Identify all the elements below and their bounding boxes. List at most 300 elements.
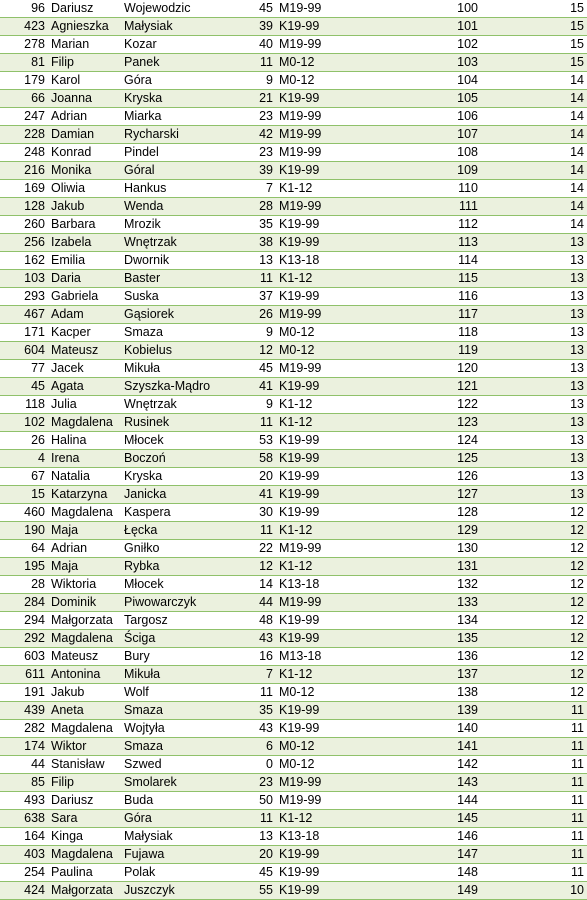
- age-cell: 45: [251, 360, 276, 378]
- table-row: [0, 324, 587, 342]
- category-cell: K1-12: [276, 666, 346, 684]
- last-name-cell: Kryska: [121, 90, 251, 108]
- table-row: [0, 252, 587, 270]
- category-cell: M19-99: [276, 792, 346, 810]
- first-name-cell: Natalia: [48, 468, 121, 486]
- start-number-cell: 293: [0, 288, 48, 306]
- table-row: [0, 882, 587, 900]
- last-name-cell: Suska: [121, 288, 251, 306]
- first-name-cell: Joanna: [48, 90, 121, 108]
- start-number-cell: 103: [0, 270, 48, 288]
- place-cell: 124: [346, 432, 481, 450]
- table-row: [0, 846, 587, 864]
- start-number-cell: 15: [0, 486, 48, 504]
- last-name-cell: Targosz: [121, 612, 251, 630]
- last-name-cell: Pindel: [121, 144, 251, 162]
- age-cell: 45: [251, 864, 276, 882]
- age-cell: 13: [251, 252, 276, 270]
- age-cell: 16: [251, 648, 276, 666]
- place-cell: 149: [346, 882, 481, 900]
- start-number-cell: 467: [0, 306, 48, 324]
- age-cell: 20: [251, 468, 276, 486]
- first-name-cell: Monika: [48, 162, 121, 180]
- last-name-cell: Fujawa: [121, 846, 251, 864]
- score-cell: 12: [481, 648, 587, 666]
- score-cell: 11: [481, 846, 587, 864]
- place-cell: 125: [346, 450, 481, 468]
- score-cell: 13: [481, 378, 587, 396]
- first-name-cell: Agata: [48, 378, 121, 396]
- start-number-cell: 603: [0, 648, 48, 666]
- last-name-cell: Polak: [121, 864, 251, 882]
- age-cell: 12: [251, 558, 276, 576]
- place-cell: 144: [346, 792, 481, 810]
- category-cell: K19-99: [276, 90, 346, 108]
- table-row: [0, 36, 587, 54]
- first-name-cell: Filip: [48, 774, 121, 792]
- place-cell: 137: [346, 666, 481, 684]
- table-row: [0, 90, 587, 108]
- table-row: [0, 288, 587, 306]
- category-cell: M0-12: [276, 756, 346, 774]
- first-name-cell: Wiktoria: [48, 576, 121, 594]
- last-name-cell: Wolf: [121, 684, 251, 702]
- first-name-cell: Dariusz: [48, 792, 121, 810]
- first-name-cell: Magdalena: [48, 846, 121, 864]
- place-cell: 141: [346, 738, 481, 756]
- start-number-cell: 191: [0, 684, 48, 702]
- score-cell: 11: [481, 792, 587, 810]
- table-row: [0, 612, 587, 630]
- score-cell: 13: [481, 414, 587, 432]
- first-name-cell: Maja: [48, 522, 121, 540]
- score-cell: 12: [481, 522, 587, 540]
- score-cell: 12: [481, 594, 587, 612]
- category-cell: M0-12: [276, 72, 346, 90]
- age-cell: 53: [251, 432, 276, 450]
- place-cell: 147: [346, 846, 481, 864]
- first-name-cell: Kacper: [48, 324, 121, 342]
- table-row: [0, 630, 587, 648]
- table-row: [0, 450, 587, 468]
- category-cell: M19-99: [276, 198, 346, 216]
- score-cell: 13: [481, 432, 587, 450]
- score-cell: 13: [481, 360, 587, 378]
- age-cell: 11: [251, 414, 276, 432]
- age-cell: 23: [251, 108, 276, 126]
- score-cell: 15: [481, 18, 587, 36]
- start-number-cell: 292: [0, 630, 48, 648]
- start-number-cell: 162: [0, 252, 48, 270]
- table-row: [0, 594, 587, 612]
- last-name-cell: Wojewodzic: [121, 0, 251, 18]
- category-cell: K1-12: [276, 270, 346, 288]
- start-number-cell: 423: [0, 18, 48, 36]
- category-cell: K1-12: [276, 810, 346, 828]
- first-name-cell: Antonina: [48, 666, 121, 684]
- first-name-cell: Jacek: [48, 360, 121, 378]
- place-cell: 119: [346, 342, 481, 360]
- place-cell: 130: [346, 540, 481, 558]
- place-cell: 146: [346, 828, 481, 846]
- first-name-cell: Adrian: [48, 540, 121, 558]
- place-cell: 129: [346, 522, 481, 540]
- start-number-cell: 611: [0, 666, 48, 684]
- age-cell: 6: [251, 738, 276, 756]
- category-cell: M19-99: [276, 36, 346, 54]
- score-cell: 12: [481, 684, 587, 702]
- place-cell: 107: [346, 126, 481, 144]
- score-cell: 12: [481, 666, 587, 684]
- last-name-cell: Kozar: [121, 36, 251, 54]
- last-name-cell: Szwed: [121, 756, 251, 774]
- score-cell: 12: [481, 540, 587, 558]
- table-row: [0, 360, 587, 378]
- category-cell: K19-99: [276, 18, 346, 36]
- category-cell: K19-99: [276, 432, 346, 450]
- start-number-cell: 493: [0, 792, 48, 810]
- last-name-cell: Baster: [121, 270, 251, 288]
- last-name-cell: Bury: [121, 648, 251, 666]
- score-cell: 14: [481, 216, 587, 234]
- age-cell: 12: [251, 342, 276, 360]
- first-name-cell: Agnieszka: [48, 18, 121, 36]
- place-cell: 103: [346, 54, 481, 72]
- score-cell: 13: [481, 486, 587, 504]
- last-name-cell: Szyszka-Mądro: [121, 378, 251, 396]
- last-name-cell: Rycharski: [121, 126, 251, 144]
- start-number-cell: 77: [0, 360, 48, 378]
- category-cell: K1-12: [276, 558, 346, 576]
- place-cell: 113: [346, 234, 481, 252]
- score-cell: 11: [481, 756, 587, 774]
- first-name-cell: Damian: [48, 126, 121, 144]
- score-cell: 13: [481, 234, 587, 252]
- start-number-cell: 260: [0, 216, 48, 234]
- score-cell: 15: [481, 36, 587, 54]
- first-name-cell: Mateusz: [48, 342, 121, 360]
- first-name-cell: Daria: [48, 270, 121, 288]
- score-cell: 13: [481, 306, 587, 324]
- age-cell: 9: [251, 396, 276, 414]
- first-name-cell: Magdalena: [48, 414, 121, 432]
- table-row: [0, 720, 587, 738]
- place-cell: 138: [346, 684, 481, 702]
- age-cell: 44: [251, 594, 276, 612]
- score-cell: 11: [481, 810, 587, 828]
- start-number-cell: 128: [0, 198, 48, 216]
- score-cell: 12: [481, 504, 587, 522]
- first-name-cell: Wiktor: [48, 738, 121, 756]
- last-name-cell: Wnętrzak: [121, 234, 251, 252]
- first-name-cell: Konrad: [48, 144, 121, 162]
- age-cell: 9: [251, 72, 276, 90]
- table-row: [0, 828, 587, 846]
- score-cell: 15: [481, 0, 587, 18]
- start-number-cell: 195: [0, 558, 48, 576]
- start-number-cell: 4: [0, 450, 48, 468]
- table-row: [0, 198, 587, 216]
- age-cell: 41: [251, 378, 276, 396]
- place-cell: 143: [346, 774, 481, 792]
- category-cell: K19-99: [276, 288, 346, 306]
- last-name-cell: Rybka: [121, 558, 251, 576]
- place-cell: 128: [346, 504, 481, 522]
- start-number-cell: 248: [0, 144, 48, 162]
- place-cell: 134: [346, 612, 481, 630]
- last-name-cell: Hankus: [121, 180, 251, 198]
- category-cell: M19-99: [276, 774, 346, 792]
- place-cell: 115: [346, 270, 481, 288]
- score-cell: 12: [481, 576, 587, 594]
- first-name-cell: Magdalena: [48, 504, 121, 522]
- age-cell: 11: [251, 522, 276, 540]
- table-row: [0, 432, 587, 450]
- table-row: [0, 684, 587, 702]
- place-cell: 135: [346, 630, 481, 648]
- table-row: [0, 468, 587, 486]
- last-name-cell: Łęcka: [121, 522, 251, 540]
- category-cell: K19-99: [276, 486, 346, 504]
- first-name-cell: Julia: [48, 396, 121, 414]
- start-number-cell: 28: [0, 576, 48, 594]
- table-row: [0, 774, 587, 792]
- table-row: [0, 72, 587, 90]
- age-cell: 37: [251, 288, 276, 306]
- category-cell: K19-99: [276, 864, 346, 882]
- category-cell: K1-12: [276, 414, 346, 432]
- start-number-cell: 638: [0, 810, 48, 828]
- table-row: [0, 702, 587, 720]
- last-name-cell: Góral: [121, 162, 251, 180]
- first-name-cell: Emilia: [48, 252, 121, 270]
- table-row: [0, 18, 587, 36]
- last-name-cell: Góra: [121, 72, 251, 90]
- category-cell: K19-99: [276, 468, 346, 486]
- category-cell: K13-18: [276, 828, 346, 846]
- last-name-cell: Kaspera: [121, 504, 251, 522]
- place-cell: 117: [346, 306, 481, 324]
- first-name-cell: Aneta: [48, 702, 121, 720]
- first-name-cell: Małgorzata: [48, 612, 121, 630]
- age-cell: 39: [251, 18, 276, 36]
- table-row: [0, 162, 587, 180]
- table-row: [0, 648, 587, 666]
- first-name-cell: Dominik: [48, 594, 121, 612]
- score-cell: 15: [481, 54, 587, 72]
- age-cell: 14: [251, 576, 276, 594]
- start-number-cell: 44: [0, 756, 48, 774]
- start-number-cell: 247: [0, 108, 48, 126]
- age-cell: 38: [251, 234, 276, 252]
- score-cell: 14: [481, 126, 587, 144]
- last-name-cell: Rusinek: [121, 414, 251, 432]
- table-row: [0, 306, 587, 324]
- last-name-cell: Boczoń: [121, 450, 251, 468]
- age-cell: 55: [251, 882, 276, 900]
- score-cell: 11: [481, 864, 587, 882]
- place-cell: 136: [346, 648, 481, 666]
- first-name-cell: Barbara: [48, 216, 121, 234]
- table-row: [0, 558, 587, 576]
- age-cell: 39: [251, 162, 276, 180]
- first-name-cell: Oliwia: [48, 180, 121, 198]
- age-cell: 9: [251, 324, 276, 342]
- score-cell: 11: [481, 828, 587, 846]
- table-row: [0, 540, 587, 558]
- age-cell: 11: [251, 684, 276, 702]
- age-cell: 42: [251, 126, 276, 144]
- table-row: [0, 414, 587, 432]
- score-cell: 10: [481, 882, 587, 900]
- place-cell: 116: [346, 288, 481, 306]
- place-cell: 142: [346, 756, 481, 774]
- score-cell: 11: [481, 702, 587, 720]
- last-name-cell: Mikuła: [121, 666, 251, 684]
- score-cell: 14: [481, 108, 587, 126]
- table-row: [0, 378, 587, 396]
- age-cell: 23: [251, 144, 276, 162]
- table-row: [0, 738, 587, 756]
- start-number-cell: 102: [0, 414, 48, 432]
- place-cell: 104: [346, 72, 481, 90]
- score-cell: 12: [481, 630, 587, 648]
- category-cell: M0-12: [276, 342, 346, 360]
- table-row: [0, 864, 587, 882]
- first-name-cell: Irena: [48, 450, 121, 468]
- first-name-cell: Dariusz: [48, 0, 121, 18]
- table-row: [0, 108, 587, 126]
- score-cell: 11: [481, 720, 587, 738]
- score-cell: 14: [481, 162, 587, 180]
- start-number-cell: 169: [0, 180, 48, 198]
- table-row: [0, 216, 587, 234]
- table-row: [0, 666, 587, 684]
- table-row: [0, 270, 587, 288]
- place-cell: 127: [346, 486, 481, 504]
- age-cell: 48: [251, 612, 276, 630]
- score-cell: 14: [481, 72, 587, 90]
- last-name-cell: Ściga: [121, 630, 251, 648]
- start-number-cell: 164: [0, 828, 48, 846]
- first-name-cell: Kinga: [48, 828, 121, 846]
- last-name-cell: Wojtyła: [121, 720, 251, 738]
- place-cell: 110: [346, 180, 481, 198]
- start-number-cell: 439: [0, 702, 48, 720]
- last-name-cell: Małysiak: [121, 18, 251, 36]
- place-cell: 114: [346, 252, 481, 270]
- start-number-cell: 67: [0, 468, 48, 486]
- category-cell: M0-12: [276, 54, 346, 72]
- start-number-cell: 228: [0, 126, 48, 144]
- category-cell: K19-99: [276, 612, 346, 630]
- table-row: [0, 522, 587, 540]
- age-cell: 13: [251, 828, 276, 846]
- age-cell: 43: [251, 720, 276, 738]
- first-name-cell: Karol: [48, 72, 121, 90]
- start-number-cell: 118: [0, 396, 48, 414]
- score-cell: 14: [481, 90, 587, 108]
- category-cell: K19-99: [276, 162, 346, 180]
- start-number-cell: 403: [0, 846, 48, 864]
- age-cell: 7: [251, 180, 276, 198]
- category-cell: K19-99: [276, 234, 346, 252]
- table-row: [0, 144, 587, 162]
- category-cell: M19-99: [276, 0, 346, 18]
- first-name-cell: Adam: [48, 306, 121, 324]
- table-row: [0, 342, 587, 360]
- category-cell: K19-99: [276, 882, 346, 900]
- score-cell: 13: [481, 450, 587, 468]
- place-cell: 112: [346, 216, 481, 234]
- start-number-cell: 96: [0, 0, 48, 18]
- score-cell: 13: [481, 468, 587, 486]
- table-row: [0, 576, 587, 594]
- score-cell: 13: [481, 252, 587, 270]
- age-cell: 50: [251, 792, 276, 810]
- category-cell: M19-99: [276, 306, 346, 324]
- last-name-cell: Smolarek: [121, 774, 251, 792]
- category-cell: M19-99: [276, 540, 346, 558]
- category-cell: K13-18: [276, 576, 346, 594]
- age-cell: 20: [251, 846, 276, 864]
- last-name-cell: Buda: [121, 792, 251, 810]
- place-cell: 123: [346, 414, 481, 432]
- category-cell: K19-99: [276, 630, 346, 648]
- score-cell: 11: [481, 774, 587, 792]
- category-cell: M0-12: [276, 738, 346, 756]
- age-cell: 11: [251, 810, 276, 828]
- first-name-cell: Małgorzata: [48, 882, 121, 900]
- category-cell: K19-99: [276, 846, 346, 864]
- age-cell: 30: [251, 504, 276, 522]
- first-name-cell: Maja: [48, 558, 121, 576]
- age-cell: 45: [251, 0, 276, 18]
- category-cell: K19-99: [276, 702, 346, 720]
- place-cell: 120: [346, 360, 481, 378]
- last-name-cell: Panek: [121, 54, 251, 72]
- first-name-cell: Stanisław: [48, 756, 121, 774]
- age-cell: 0: [251, 756, 276, 774]
- last-name-cell: Juszczyk: [121, 882, 251, 900]
- score-cell: 12: [481, 612, 587, 630]
- place-cell: 108: [346, 144, 481, 162]
- start-number-cell: 45: [0, 378, 48, 396]
- first-name-cell: Mateusz: [48, 648, 121, 666]
- last-name-cell: Młocek: [121, 576, 251, 594]
- age-cell: 58: [251, 450, 276, 468]
- score-cell: 14: [481, 144, 587, 162]
- age-cell: 23: [251, 774, 276, 792]
- age-cell: 28: [251, 198, 276, 216]
- start-number-cell: 171: [0, 324, 48, 342]
- category-cell: K19-99: [276, 378, 346, 396]
- first-name-cell: Adrian: [48, 108, 121, 126]
- place-cell: 118: [346, 324, 481, 342]
- start-number-cell: 294: [0, 612, 48, 630]
- first-name-cell: Magdalena: [48, 630, 121, 648]
- age-cell: 43: [251, 630, 276, 648]
- age-cell: 35: [251, 216, 276, 234]
- score-cell: 13: [481, 324, 587, 342]
- table-row: [0, 810, 587, 828]
- table-row: [0, 756, 587, 774]
- category-cell: K13-18: [276, 252, 346, 270]
- start-number-cell: 81: [0, 54, 48, 72]
- age-cell: 40: [251, 36, 276, 54]
- last-name-cell: Smaza: [121, 702, 251, 720]
- score-cell: 13: [481, 342, 587, 360]
